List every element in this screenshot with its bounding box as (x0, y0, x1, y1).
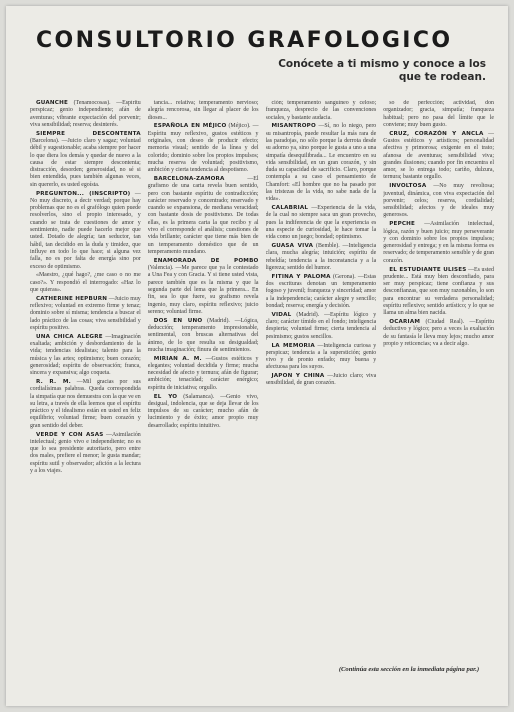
entry-pseudonym: CATHERINE HEPBURN (36, 295, 108, 302)
entry-text: —Experiencia de la vida, de la cual no siempre saca un gran provecho, pues la indiferencia de que la experiencia es una especie de curiosidad, le hace tomar la vida como un juego; bondad; optimismo. (265, 205, 377, 241)
entry-text: (Madrid). —Espíritu lógico y claro; carácter tímido en el fondo; inteligencia despierta; voluntad firme; cierta tendencia al pesimismo; gustos sencillos. (265, 311, 377, 340)
entry-pseudonym: OCARIAM (389, 319, 421, 326)
entry-pseudonym: VIDAL (271, 311, 292, 318)
entry-pseudonym: PREGUNTON... (INSCRIPTO) (36, 190, 131, 197)
entry-text: «Maestro, ¿qué hago?, ¿me caso o no me caso?». Y respondió el interrogado: «Haz lo que quieras». (30, 272, 141, 293)
consultation-entry (148, 356, 259, 392)
entry-pseudonym: MISANTROPO (271, 123, 316, 130)
entry-text: —Juicio muy reflexivo; voluntad en extremo firme y tenaz; dominio sobre sí misma; tendencia a buscar el lado práctico de las cosas; viva sensibilidad y espíritu positivo. (30, 295, 141, 331)
consultation-entry (383, 267, 494, 318)
consultation-entry (383, 221, 494, 265)
entry-pseudonym: LA MEMORIA (271, 342, 315, 349)
entry-text: ción; temperamento sanguíneo y celoso; franqueza, desprecio de las convenciones sociales, y bastante audacia. (265, 100, 377, 121)
entry-pseudonym: CRUZ, CORAZÓN Y ANCLA (389, 130, 484, 137)
entry-text: —No muy revoltosa; juventud, dinámica, con viva expectación del porvenir; celos; reserva, cordialidad; sensibilidad; afectos y de ideales muy generosos. (383, 183, 494, 219)
entry-text: (Tenamocosas). —Espíritu perspicaz; genio independiente; afán de aventuras; vibrante expectación del porvenir; viva sensibilidad; reserva; desinterés. (30, 100, 141, 128)
consultation-entry (148, 100, 259, 122)
consultation-entry (30, 272, 141, 294)
entry-text: —Mil gracias por sus cordialísimas palabras. Queda correspondida la simpatía que nos demuestra con la que ve en su letra, a través de ella leemos que el espíritu práctico y el idealismo están en usted en feliz equilibrio; voluntad firme; buen corazón y gran sentido del deber. (30, 378, 141, 429)
consultation-entry (383, 319, 494, 348)
entry-text: —Juicio claro; viva sensibilidad, de gran corazón. (265, 373, 377, 387)
entry-text: —El grafismo de una carta revela buen sentido, pero con bastante espíritu de contradicción; carácter reservado y concentrado; reservado y cuando se expansiona, de mediana veracidad; con bastante dosis de positivismo. De todas ellas, es la primera carta la que recibo y al vivo el corresponde el análisis; cuestiones de vida brillante; carácter que tiene más bien de un temperamento doméstico que de un temperamento mundano. (147, 175, 259, 255)
column-4 (383, 100, 494, 686)
entry-pseudonym: BARCELONA-ZAMORA (153, 175, 225, 182)
consultation-entry (30, 191, 141, 271)
entry-pseudonym: VERDE Y CON ASAS (36, 431, 104, 438)
consultation-entry (383, 183, 494, 219)
section-title: CONSULTORIO GRAFOLOGICO (36, 28, 453, 53)
consultation-entry (266, 312, 377, 341)
consultation-entry (30, 379, 141, 430)
entry-text: —Asimilación intelectual; genio vivo e independiente; no es que lo sea presidente autoritario, pero entre dos males, prefiere el menor; le gusta mandar; espíritu sutil y observador; afición a la lectura y a los viajes. (30, 431, 141, 475)
entry-text: (Madrid). —Lógica, deducción; temperamento impresionable, sentimental, con bruscas alternativas del ánimo, de lo que resulta su desigualdad; mucha imaginación; finura de sentimientos. (147, 317, 259, 353)
entry-pseudonym: JAPON Y CHINA (271, 373, 325, 380)
entry-text: (Salamanca). —Genio vivo, desigual, indolencia, que se deja llevar de los impulsos de su carácter; mucho afán de lucimiento y de éxito; amor propio muy desarrollado; espíritu intuitivo. (147, 393, 259, 429)
entry-text: (Valencia). —Me parece que ya le contestado a Una Fea y con Gracia. Y si tiene usted vista, parece también que es la misma y que la segunda parte del lema que la primera... En fin, sea lo que fuere, su grafismo revela ingenio, muy claro, espíritu reflexivo; juicio sereno; voluntad firme. (147, 265, 259, 315)
continuation-note: (Continúa esta sección en la inmediata página par.) (338, 666, 480, 673)
entry-pseudonym: EL YO (153, 393, 178, 400)
entry-text: (Gerona). —Estas dos escrituras denotan un temperamento fogoso y juvenil; franqueza y sinceridad; amor a la independencia; carácter alegre y sencillo; bondad; reserva; energía y decisión. (265, 273, 377, 310)
consultation-entry (383, 131, 494, 182)
consultation-entry (266, 205, 377, 241)
text-columns (30, 100, 494, 686)
entry-pseudonym: INVOLTOSA (389, 183, 427, 190)
consultation-entry (266, 343, 377, 372)
entry-text: —Imaginación exaltada; ambición y desbordamiento de la vida; tendencias idealistas; talento para la música y las artes; optimismo; buen corazón; generosidad; espíritu de observación; franca, sincera y expansiva; algo coqueta. (30, 333, 141, 377)
entry-pseudonym: GUANCHE (36, 100, 68, 106)
section-header (6, 20, 508, 94)
entry-pseudonym: UNA CHICA ALEGRE (36, 333, 103, 340)
entry-text: tancia... relativa; temperamento nervioso; alegría rencorosa, sin llegar al placer de los dioses... (147, 100, 259, 121)
consultation-entry (148, 123, 259, 174)
consultation-entry (30, 334, 141, 378)
entry-pseudonym: R. R. M. (36, 378, 71, 385)
consultation-entry (30, 100, 141, 129)
entry-text: —Sí, no lo niego, pero su misantropía, puede resultar la más rara de las paradojas, no sólo porque la derrota desde su adorno ya, sino porque le gusta a uno a una simpatía desequilibrada... Le encuentro en su vida sensibilidad, en un gran corazón, y sin duda su capacidad de sacrificio. Claro, porque contempla a su caso el pensamiento de Chamfort: «El hombre que no ha pasado por las tristezas de la vida, no sabe nada de la vida». (265, 123, 377, 203)
entry-text: (Bemble). —Inteligencia clara, mucha alegría; intuición; espíritu de rebeldía; tendencia a la inconstancia y a la ligereza; sentido del humor. (265, 243, 377, 272)
magazine-page (6, 6, 508, 706)
consultation-entry (148, 394, 259, 430)
consultation-entry (30, 432, 141, 476)
entry-pseudonym: ENAMORADA DE POMBO (153, 257, 259, 264)
entry-text: —Gustos estéticos y artísticos; personalidad afectiva y primorosa; exigente en el trato; afanosa de aventuras; sensibilidad viva; grandes ilusiones; cuando por fin encuentra el amor, se lo entrega todo; cariño, dulzura, ternura; bastante orgullo. (383, 130, 494, 181)
entry-pseudonym: EL ESTUDIANTE ULISES (389, 266, 467, 273)
entry-pseudonym: ESPAÑOLA EN MÉJICO (153, 123, 227, 130)
consultation-entry (266, 274, 377, 310)
entry-text: —Es usted prudente... Está muy bien desconfiado, para ser muy perspicaz; tiene confianza y sus desconfianzas, que son muy razonables, lo son para encontrar su verdadera personalidad; espíritu reflexivo; sentido artístico; y lo que se llama un alma bien nacida. (383, 266, 494, 317)
consultation-entry (266, 373, 377, 388)
consultation-entry (148, 258, 259, 316)
entry-text: (Ciudad Real). —Espíritu deductivo y lógico; pero a veces la exaltación de su fantasía le lleva muy lejos; mucho amor propio y reticencias; va a decir algo. (383, 319, 494, 347)
column-2 (148, 100, 259, 686)
entry-pseudonym: PEPCHE (389, 221, 416, 228)
entry-pseudonym: GUASA VIVA (271, 243, 314, 250)
entry-text: —No muy discreto, a decir verdad; porque hay problemas que no es el grafólogo quien puede resolverlos, sino el propio interesado, y cuando se trata de cuestiones de amor y sentimiento, nadie puede hacerlo mejor que usted. Dotado de alegría; tan seductor, tan hábil, tan decidido en la duda y timidez, que influye en todo lo que hace; si alguna vez falla, no es por falta de energía sino por exceso de optimismo. (30, 190, 141, 270)
consultation-entry (266, 100, 377, 122)
column-3 (266, 100, 377, 686)
entry-text: (Barcelona). —Juicio claro y sagaz; voluntad débil y sugestionable; acaba siempre por hacer lo que diera los demás y quedar de nuevo a la causa de estar siempre descontenta; distracción, desorden; generosidad, no sé si bien entendida, pues también algunas veces, sin quererlo, es usted egoísta. (30, 137, 141, 188)
consultation-entry (148, 318, 259, 354)
entry-text: —Inteligencia curiosa y perspicaz; tendencia a la superstición; genio vivo y de pronto enfado; muy buena y afectuosa para los suyos. (265, 342, 377, 371)
entry-text: —Gustos estéticos y elegantes; voluntad decidida y firme; mucha necesidad de afecto y ternura; afán de figurar; ambición; tenacidad; carácter enérgico; espíritu de iniciativa; orgullo. (147, 355, 259, 391)
entry-text: (Méjico). —Espíritu muy reflexivo, gustos estéticos y originales, con deseo de producir efecto; memoria visual; sentido de la línea y del colorido; dominio sobre los propios impulsos; mucha reserva de voluntad; positivismo, ambición y cierta tendencia al despotismo. (147, 123, 259, 174)
entry-pseudonym: CALABRIAL (271, 205, 309, 212)
consultation-entry (148, 176, 259, 256)
consultation-entry (30, 131, 141, 189)
entry-pseudonym: DOS EN UNO (153, 317, 203, 324)
consultation-entry (266, 243, 377, 272)
entry-pseudonym: SIEMPRE DESCONTENTA (36, 130, 141, 137)
consultation-entry (266, 123, 377, 203)
entry-pseudonym: MIRIAN A. M. (153, 355, 202, 362)
entry-text: —Asimilación intelectual, lógica, razón y buen juicio; muy perseverante y con dominio sobre los propios impulsos; generosidad y entrega; y en la misma forma es reservado; de temperamento sensible y de gran corazón. (383, 221, 494, 264)
consultation-entry (383, 100, 494, 129)
entry-pseudonym: FITINA Y PALOMA (271, 273, 331, 280)
section-tagline: Conócete a ti mismo y conoce a los que te rodean. (278, 58, 486, 83)
column-1 (30, 100, 141, 686)
consultation-entry (30, 296, 141, 332)
entry-text: so de perfección; actividad, don organizador; gracia, simpatía; franqueza habitual; pero no pasa del límite que le conviene; muy buen gusto. (383, 100, 494, 128)
